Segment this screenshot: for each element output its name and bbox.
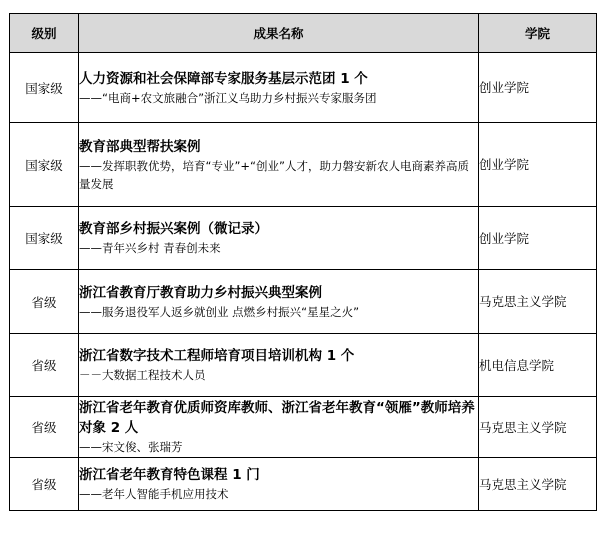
row-achievement (79, 207, 479, 270)
achievement-subtitle: ——服务退役军人返乡就创业 点燃乡村振兴“星星之火” (79, 304, 360, 319)
row-level: 国家级 (10, 123, 79, 207)
achievement-title: 浙江省数字技术工程师培育项目培训机构 1 个 (79, 348, 355, 364)
row-college: 马克思主义学院 (479, 397, 597, 458)
row-level: 国家级 (10, 207, 79, 270)
row-college: 创业学院 (479, 207, 597, 270)
header-college: 学院 (479, 14, 597, 53)
row-college: 创业学院 (479, 123, 597, 207)
table-row (10, 123, 597, 207)
table-row (10, 270, 597, 334)
table-row (10, 53, 597, 123)
achievement-title: 教育部典型帮扶案例 (79, 138, 201, 155)
table-row (10, 334, 597, 397)
header-level: 级别 (10, 14, 79, 53)
achievement-subtitle: ——宋文俊、张瑞芳 (79, 440, 183, 454)
achievement-subtitle: ——“电商+农文旅融合”浙江义乌助力乡村振兴专家服务团 (79, 90, 377, 105)
row-achievement (79, 334, 479, 397)
row-achievement (79, 270, 479, 334)
row-college: 机电信息学院 (479, 334, 597, 397)
achievement-subtitle: ——青年兴乡村 青春创未来 (79, 241, 221, 255)
achievement-subtitle: ——发挥职教优势，培育“专业”+“创业”人才，助力磐安新农人电商素养高质量发展 (79, 158, 469, 191)
achievement-title: 浙江省老年教育优质师资库教师、浙江省老年教育“领雁”教师培养对象 2 人 (79, 400, 475, 436)
row-achievement (79, 53, 479, 123)
row-college: 创业学院 (479, 53, 597, 123)
achievement-subtitle: －－大数据工程技术人员 (79, 368, 206, 382)
achievement-title: 人力资源和社会保障部专家服务基层示范团 1 个 (79, 70, 368, 87)
row-level: 省级 (10, 397, 79, 458)
row-college: 马克思主义学院 (479, 270, 597, 334)
achievement-title: 浙江省教育厅教育助力乡村振兴典型案例 (79, 284, 322, 301)
row-achievement (79, 397, 479, 458)
table-row (10, 397, 597, 458)
row-level: 省级 (10, 270, 79, 334)
table-row (10, 458, 597, 511)
achievement-subtitle: ——老年人智能手机应用技术 (79, 487, 229, 501)
header-name: 成果名称 (79, 14, 479, 53)
row-level: 国家级 (10, 53, 79, 123)
achievement-title: 浙江省老年教育特色课程 1 门 (79, 467, 260, 483)
row-achievement (79, 123, 479, 207)
table-header-row (10, 14, 597, 53)
row-level: 省级 (10, 458, 79, 511)
table-row (10, 207, 597, 270)
row-level: 省级 (10, 334, 79, 397)
achievement-title: 教育部乡村振兴案例（微记录） (79, 221, 268, 237)
row-college: 马克思主义学院 (479, 458, 597, 511)
results-table (9, 13, 597, 511)
row-achievement (79, 458, 479, 511)
